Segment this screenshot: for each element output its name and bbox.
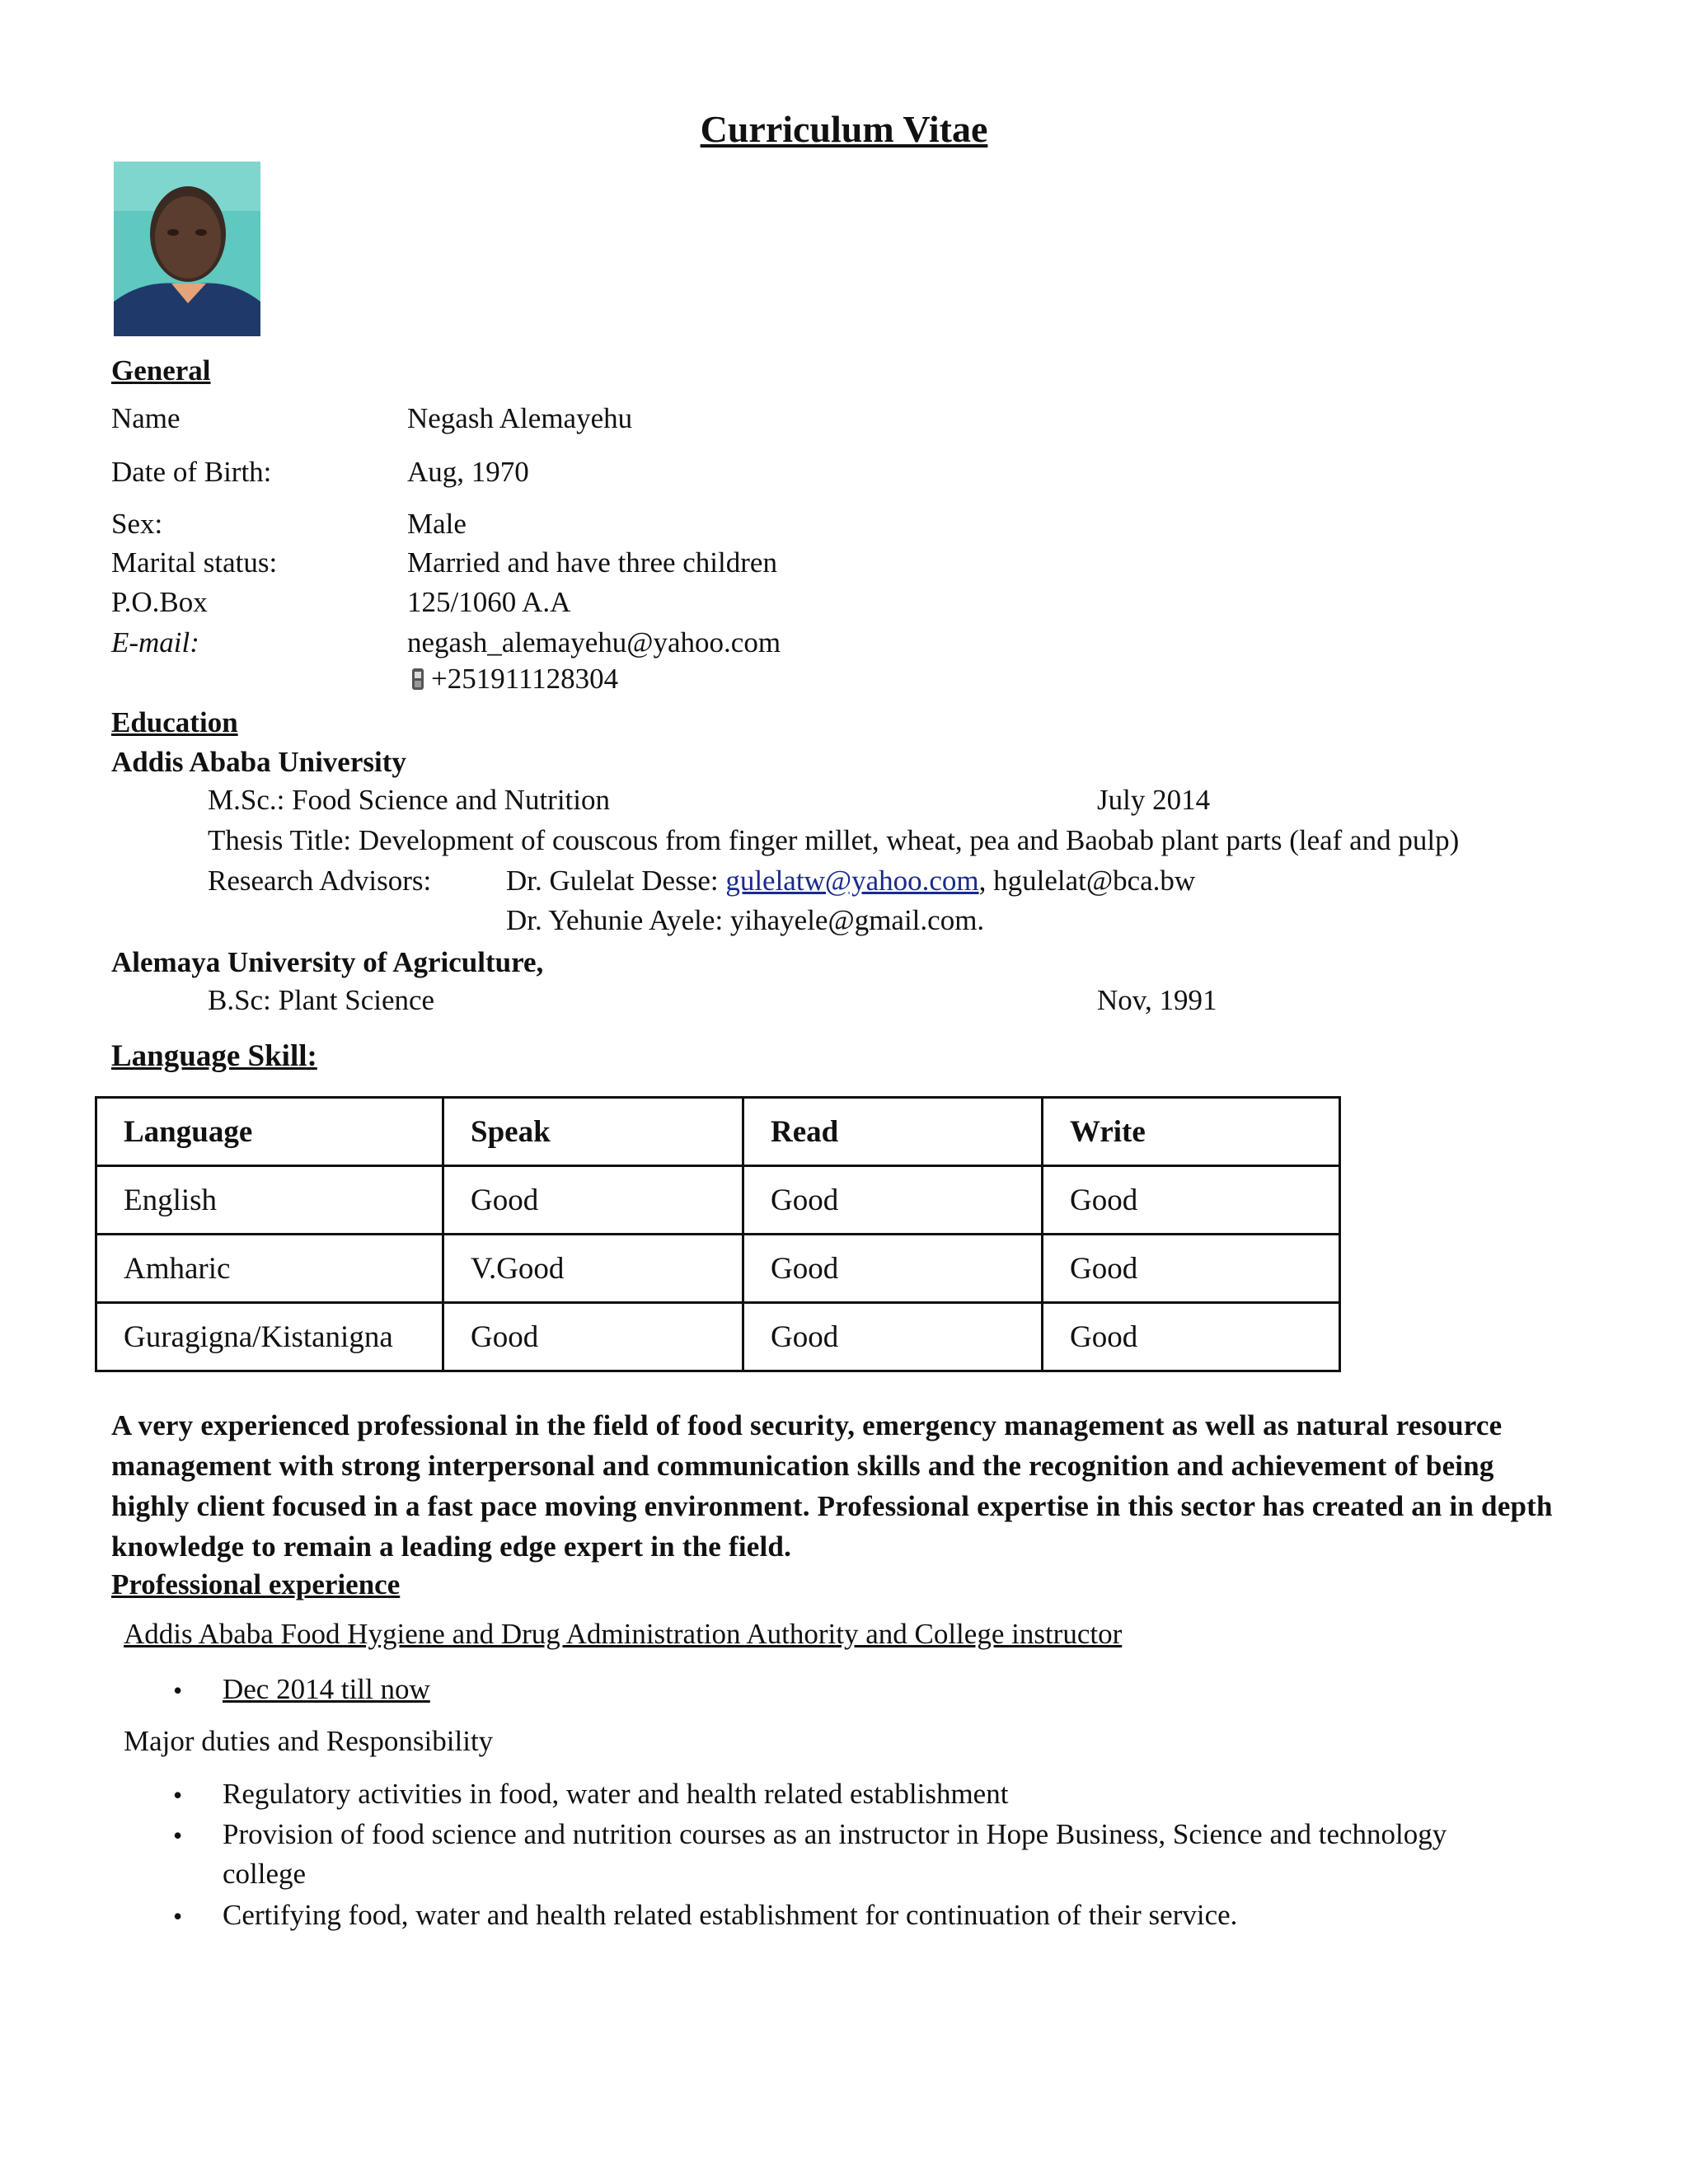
duty-item: Certifying food, water and health related establishment for continuation of their service. [223,1899,1238,1931]
bullet-icon: • [173,1901,183,1931]
table-cell: Amharic [96,1235,443,1303]
dob-value: Aug, 1970 [407,456,529,488]
bullet-icon: • [173,1780,183,1810]
table-cell: English [96,1166,443,1235]
thesis-title: Thesis Title: Development of couscous from finger millet, wheat, pea and Baobab plant parts (leaf and pulp) [208,824,1460,856]
sex-value: Male [407,508,467,540]
univ1-date: July 2014 [1097,784,1211,816]
language-heading: Language Skill: [111,1039,317,1073]
language-table [95,1096,1341,1372]
table-cell: Good [743,1166,1043,1235]
advisors-label: Research Advisors: [208,865,432,897]
phone-value: +251911128304 [431,663,619,695]
duties-label: Major duties and Responsibility [124,1725,494,1757]
table-cell: Good [1043,1303,1340,1371]
table-cell: Good [1043,1235,1340,1303]
employment-period: Dec 2014 till now [223,1673,430,1705]
table-cell: Guragigna/Kistanigna [96,1303,443,1371]
phone-line [410,663,618,696]
table-header-row [96,1098,1340,1166]
advisor2: Dr. Yehunie Ayele: yihayele@gmail.com. [506,904,985,936]
advisor1-email-link[interactable]: gulelatw@yahoo.com [725,865,979,897]
univ1-degree: M.Sc.: Food Science and Nutrition [208,784,611,816]
mobile-phone-icon [410,667,426,691]
header-speak: Speak [443,1098,743,1166]
table-row [96,1166,1340,1235]
table-cell: Good [443,1303,743,1371]
table-row [96,1303,1340,1371]
email-value: negash_alemayehu@yahoo.com [407,626,781,658]
table-cell: Good [443,1166,743,1235]
header-language: Language [96,1098,443,1166]
univ2-name: Alemaya University of Agriculture, [111,946,544,978]
name-label: Name [111,402,181,434]
experience-heading: Professional experience [111,1568,401,1601]
employer: Addis Ababa Food Hygiene and Drug Administration Authority and College instructor [124,1618,1123,1650]
advisor1 [506,865,1195,898]
table-cell: V.Good [443,1235,743,1303]
table-cell: Good [743,1303,1043,1371]
bullet-icon: • [173,1821,183,1850]
table-cell: Good [1043,1166,1340,1235]
duty-item: Provision of food science and nutrition courses as an instructor in Hope Business, Science and technology [223,1818,1447,1850]
pobox-value: 125/1060 A.A [407,586,571,618]
univ1-name: Addis Ababa University [111,746,406,778]
name-value: Negash Alemayehu [407,402,633,434]
duty-item-continuation: college [223,1858,307,1890]
univ2-date: Nov, 1991 [1097,984,1217,1016]
marital-label: Marital status: [111,546,278,579]
page-title: Curriculum Vitae [700,108,988,150]
advisor1-name: Dr. Gulelat Desse: [506,865,726,897]
general-heading: General [111,354,211,387]
table-row [96,1235,1340,1303]
duty-item: Regulatory activities in food, water and health related establishment [223,1778,1009,1810]
header-read: Read [743,1098,1043,1166]
sex-label: Sex: [111,508,163,540]
email-label: E-mail: [111,626,199,658]
bullet-icon: • [173,1675,183,1705]
univ2-degree: B.Sc: Plant Science [208,984,435,1016]
advisor1-email2: , hgulelat@bca.bw [978,865,1196,897]
marital-value: Married and have three children [407,546,777,579]
professional-summary: A very experienced professional in the field of food security, emergency management as well as natural resource management with strong interpersonal and communication skills and the recognition and achievement of being highly client focused in a fast pace moving environment. Professional expertise in this sector has created an in depth knowledge to remain a leading edge expert in the field. [111,1409,1553,1563]
portrait-photo [114,162,260,336]
education-heading: Education [111,706,238,738]
header-write: Write [1043,1098,1340,1166]
dob-label: Date of Birth: [111,456,272,488]
pobox-label: P.O.Box [111,586,208,618]
table-cell: Good [743,1235,1043,1303]
